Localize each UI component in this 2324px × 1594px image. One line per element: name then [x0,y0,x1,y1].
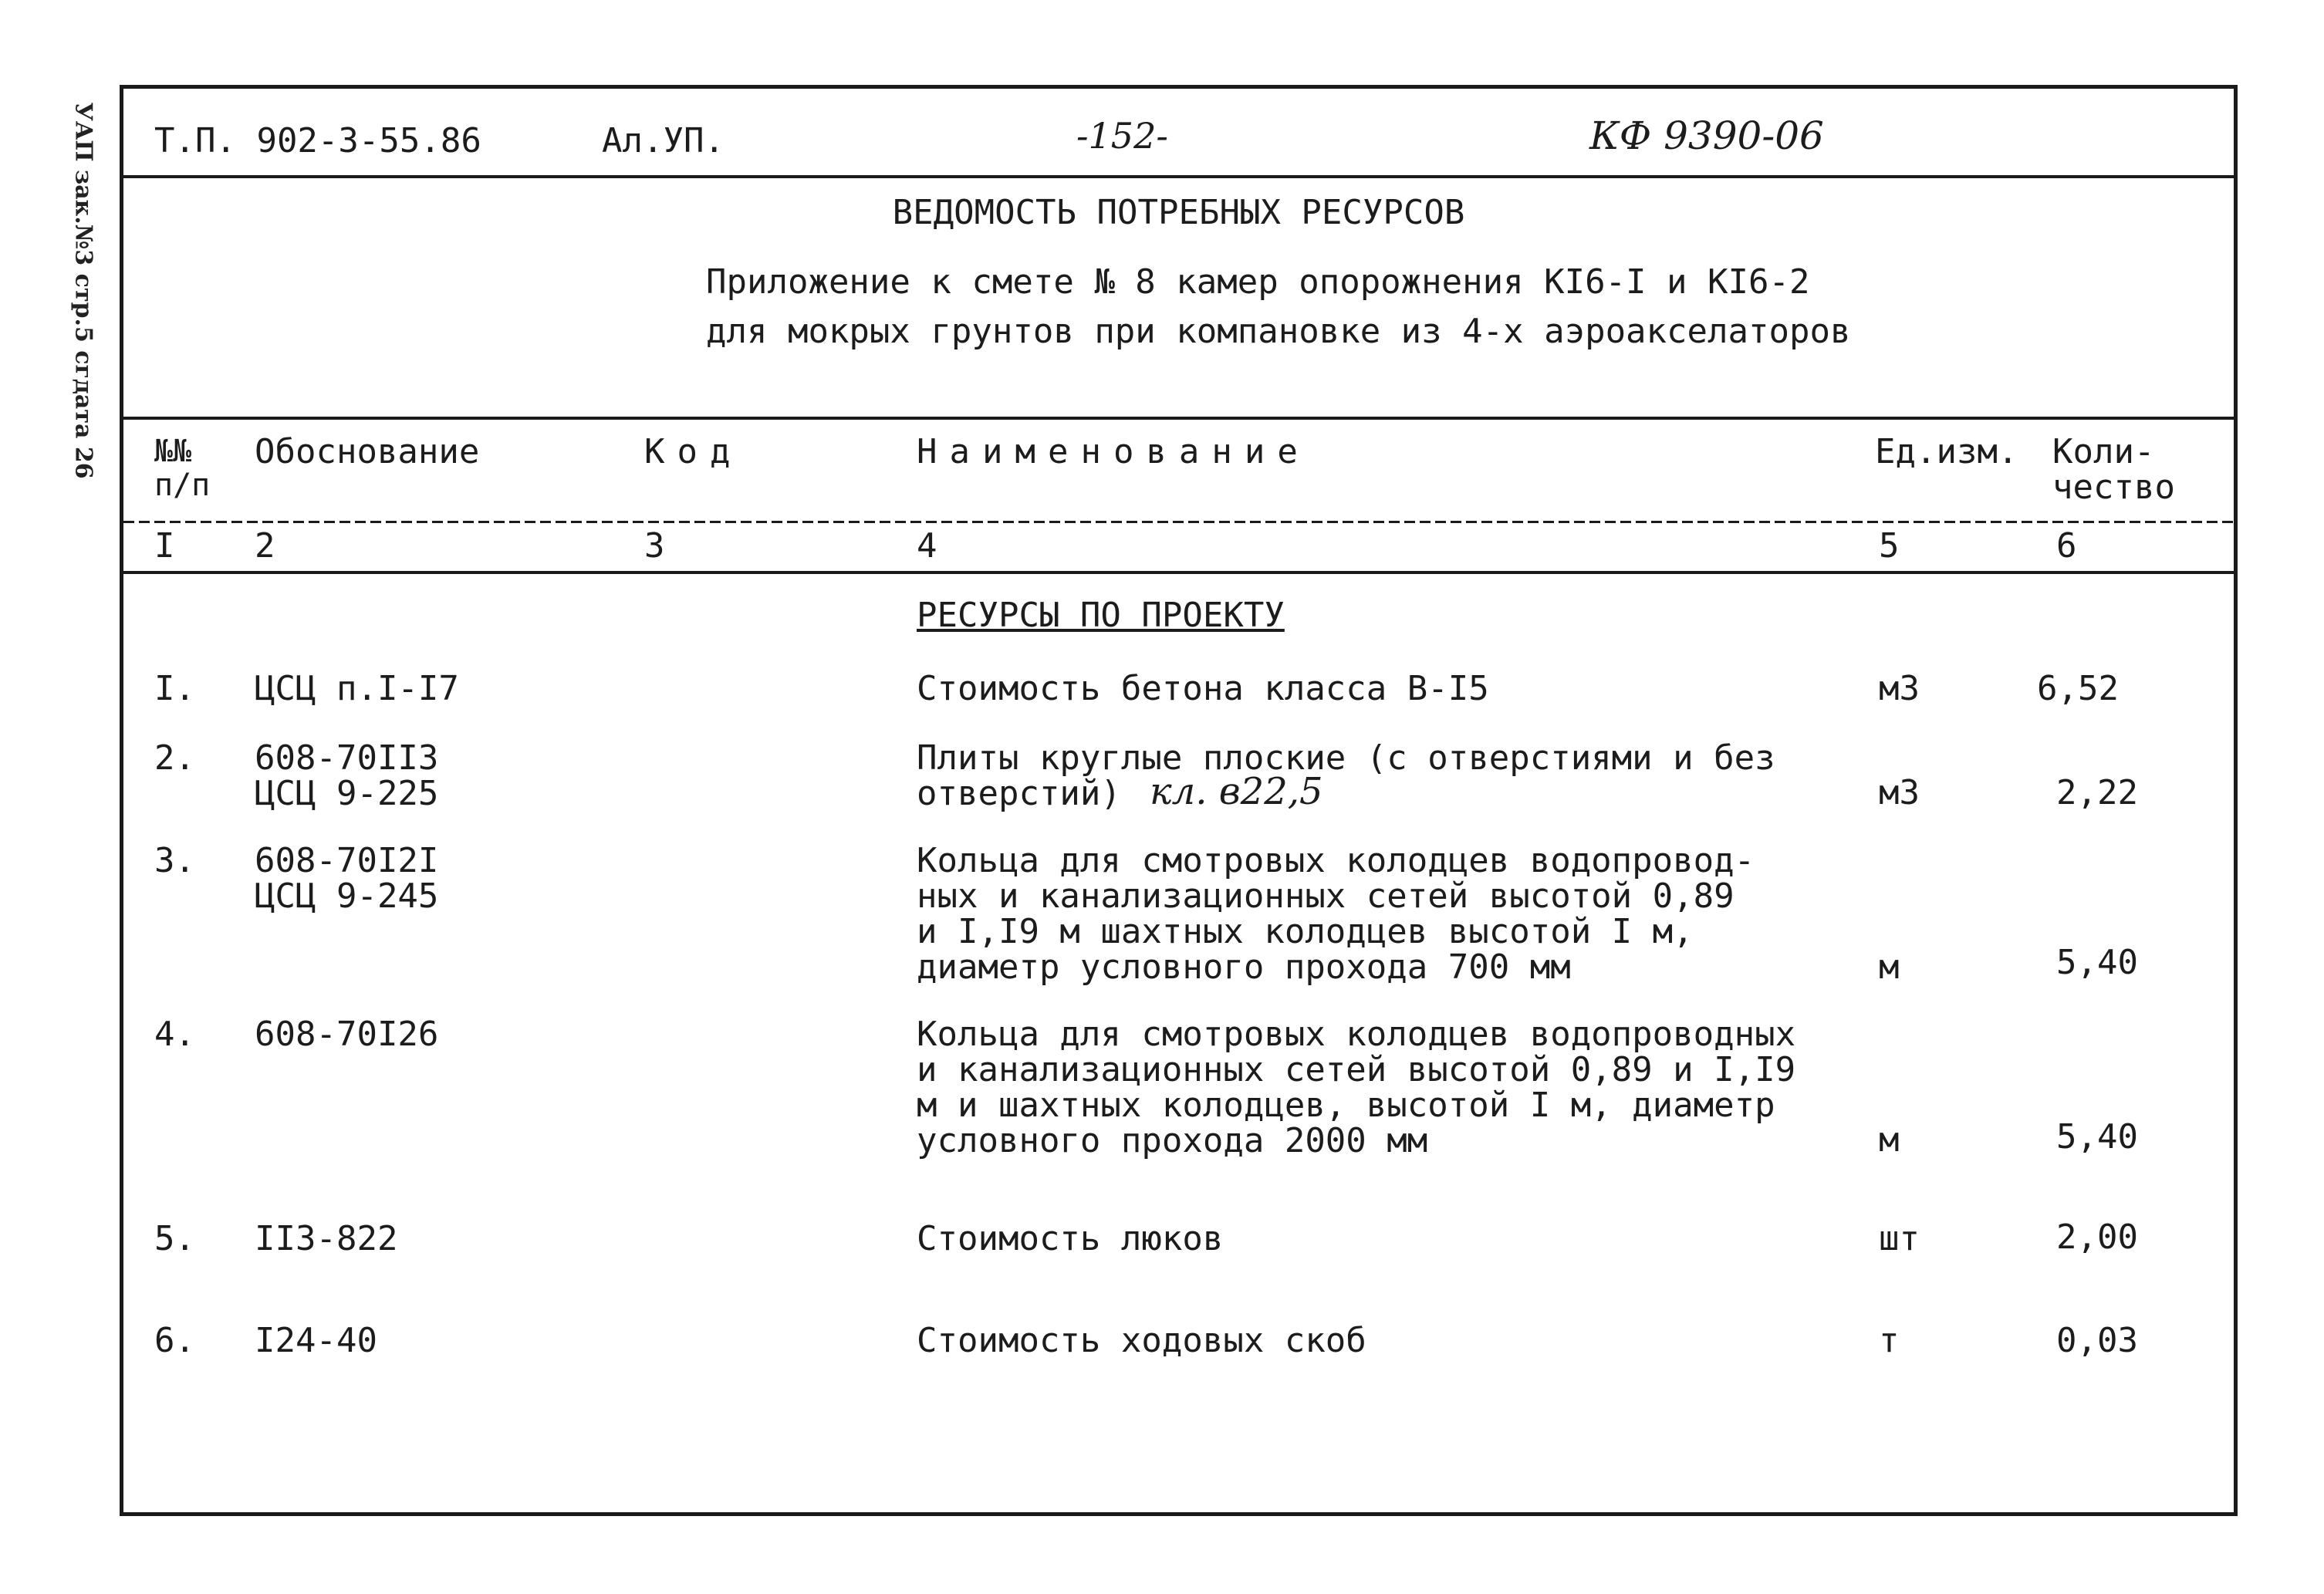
header-album: Ал.УП. [602,121,725,160]
row-1-basis: ЦСЦ п.I-I7 [255,669,459,708]
row-1-number: I. [154,669,195,708]
col-header-number: №№ п/п [154,434,211,503]
row-4-unit: м [1879,1120,1900,1160]
header-page-number: -152- [1076,115,1168,157]
header-divider [123,175,2234,178]
row-3-unit: м [1879,947,1900,987]
row-3-basis: 608-70I2I ЦСЦ 9-245 [255,841,439,916]
header-tp: Т.П. 902-3-55.86 [154,121,481,160]
col-number-5: 5 [1879,526,1900,566]
col-number-3: 3 [644,526,665,566]
document-title: ВЕДОМОСТЬ ПОТРЕБНЫХ РЕСУРСОВ [892,193,1465,232]
column-number-divider [123,571,2234,574]
title-line-2: для мокрых грунтов при компановке из 4-х аэроакселаторов [706,312,1851,351]
row-3-quantity: 5,40 [2056,943,2138,982]
row-5-basis: II3-822 [255,1219,398,1258]
header-document-code: КФ 9390-06 [1589,113,1824,158]
col-header-unit: Ед.изм. [1875,432,2018,471]
row-6-quantity: 0,03 [2056,1321,2138,1360]
row-3-name: Кольца для смотровых колодцев водопровод- ных и канализационных сетей высотой 0,89 и I,I9 м шахтных колодцев высотой I м, диаметр условного прохода 700 мм [917,841,1755,987]
row-2-basis: 608-70II3 ЦСЦ 9-225 [255,738,439,813]
col-header-name: Наименование [917,432,1310,471]
header-dashed-divider [123,521,2234,523]
row-6-number: 6. [154,1321,195,1360]
col-header-code: Код [644,432,743,471]
col-header-quantity: Коли- чество [2052,432,2175,507]
margin-note [37,102,99,482]
row-2-handwritten-note: кл. в22,5 [1150,770,1323,813]
row-4-name: Кольца для смотровых колодцев водопроводных и канализационных сетей высотой 0,89 и I,I9 м и шахтных колодцев, высотой I м, диаметр условного прохода 2000 мм [917,1015,1796,1160]
title-line-1: Приложение к смете № 8 камер опорожнения КI6-I и КI6-2 [706,262,1810,302]
row-4-basis: 608-70I26 [255,1015,439,1054]
col-number-6: 6 [2056,526,2077,566]
row-2-name: Плиты круглые плоские (с отверстиями и без отверстий) [917,738,1775,813]
margin-note-text: УАП зак.№3 стр.5 сгдата 26 [69,102,97,479]
col-number-4: 4 [917,526,937,566]
row-1-unit: м3 [1879,669,1920,708]
row-1-name: Стоимость бетона класса В-I5 [917,669,1489,708]
row-5-quantity: 2,00 [2056,1217,2138,1257]
row-6-name: Стоимость ходовых скоб [917,1321,1366,1360]
row-6-unit: т [1879,1321,1900,1360]
col-header-basis: Обоснование [255,432,480,471]
row-4-number: 4. [154,1015,195,1054]
row-2-unit: м3 [1879,773,1920,812]
row-5-name: Стоимость люков [917,1219,1224,1258]
col-number-1: I [154,526,175,566]
row-2-quantity: 2,22 [2056,773,2138,812]
row-5-number: 5. [154,1219,195,1258]
col-number-2: 2 [255,526,275,566]
row-1-quantity: 6,52 [2037,669,2119,708]
row-4-quantity: 5,40 [2056,1117,2138,1157]
document-frame [120,85,2238,1516]
row-5-unit: шт [1879,1219,1920,1258]
section-heading: РЕСУРСЫ ПО ПРОЕКТУ [917,596,1285,635]
title-divider [123,417,2234,420]
row-6-basis: I24-40 [255,1321,377,1360]
row-3-number: 3. [154,841,195,880]
row-2-number: 2. [154,738,195,778]
